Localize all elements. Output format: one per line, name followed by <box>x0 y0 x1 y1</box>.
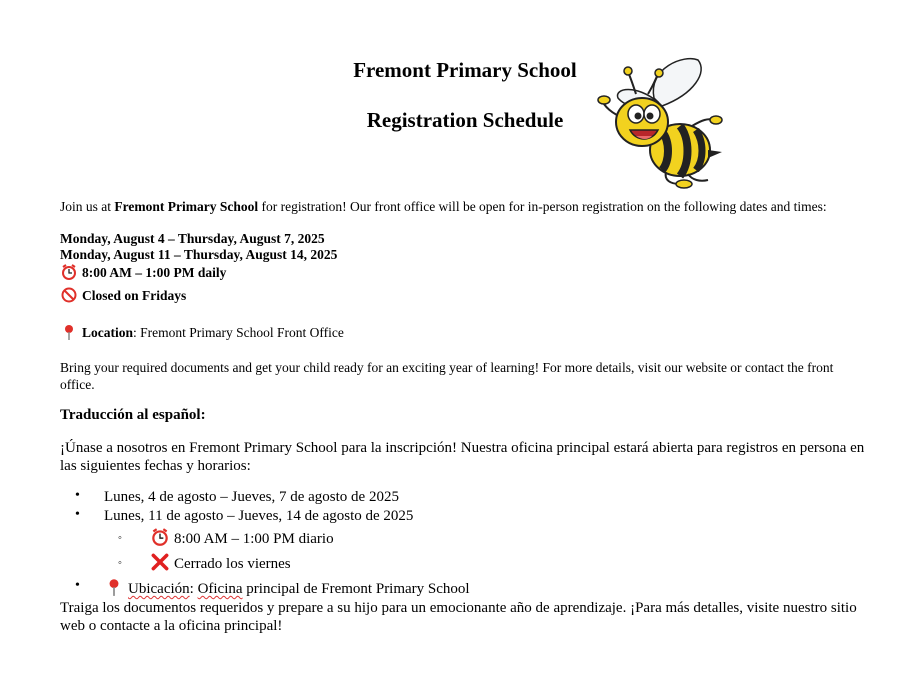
date-range-1: Monday, August 4 – Thursday, August 7, 2025 <box>60 231 325 246</box>
intro-paragraph: Join us at Fremont Primary School for registration! Our front office will be open for in-person registration on the following dates and times: <box>60 199 827 214</box>
list-item: Lunes, 11 de agosto – Jueves, 14 de agosto de 2025 <box>104 508 414 524</box>
page-title: Fremont Primary School <box>353 58 577 82</box>
bullet-icon: • <box>75 488 80 503</box>
bee-mascot-icon <box>596 54 728 190</box>
bullet-icon: • <box>75 507 80 522</box>
hours-line: 8:00 AM – 1:00 PM daily <box>60 264 226 281</box>
spanish-closing: Traiga los documentos requeridos y prepare a su hijo para un emocionante año de aprendizaje. ¡Para más detalles, visite nuestro sitio web o contacte a la oficina principal! <box>60 600 857 634</box>
list-item-closed: Cerrado los viernes <box>150 553 291 573</box>
alarm-clock-icon <box>150 528 170 546</box>
round-pushpin-icon <box>60 324 78 340</box>
cross-mark-icon <box>150 553 170 571</box>
alarm-clock-icon <box>60 264 78 280</box>
prohibited-icon <box>60 287 78 303</box>
date-range-2: Monday, August 11 – Thursday, August 14, 2025 <box>60 247 338 262</box>
spanish-intro: ¡Únase a nosotros en Fremont Primary School para la inscripción! Nuestra oficina principal estará abierta para registros en persona en las siguientes fechas y horarios: <box>60 440 865 474</box>
circle-bullet-icon: ◦ <box>118 557 122 569</box>
list-item-hours: 8:00 AM – 1:00 PM diario <box>150 528 334 548</box>
circle-bullet-icon: ◦ <box>118 532 122 544</box>
closed-line: Closed on Fridays <box>60 287 186 304</box>
spanish-heading: Traducción al español: <box>60 407 206 423</box>
location-line: Location: Fremont Primary School Front Office <box>60 324 344 341</box>
list-item: Lunes, 4 de agosto – Jueves, 7 de agosto de 2025 <box>104 489 399 505</box>
list-item-location: Ubicación: Oficina principal de Fremont Primary School <box>104 578 470 598</box>
page-subtitle: Registration Schedule <box>366 108 564 132</box>
bullet-icon: • <box>75 578 80 593</box>
school-name: Fremont Primary School <box>114 199 259 214</box>
closing-paragraph: Bring your required documents and get your child ready for an exciting year of learning! For more details, visit our website or contact the front office. <box>60 360 834 392</box>
round-pushpin-icon <box>104 578 124 596</box>
